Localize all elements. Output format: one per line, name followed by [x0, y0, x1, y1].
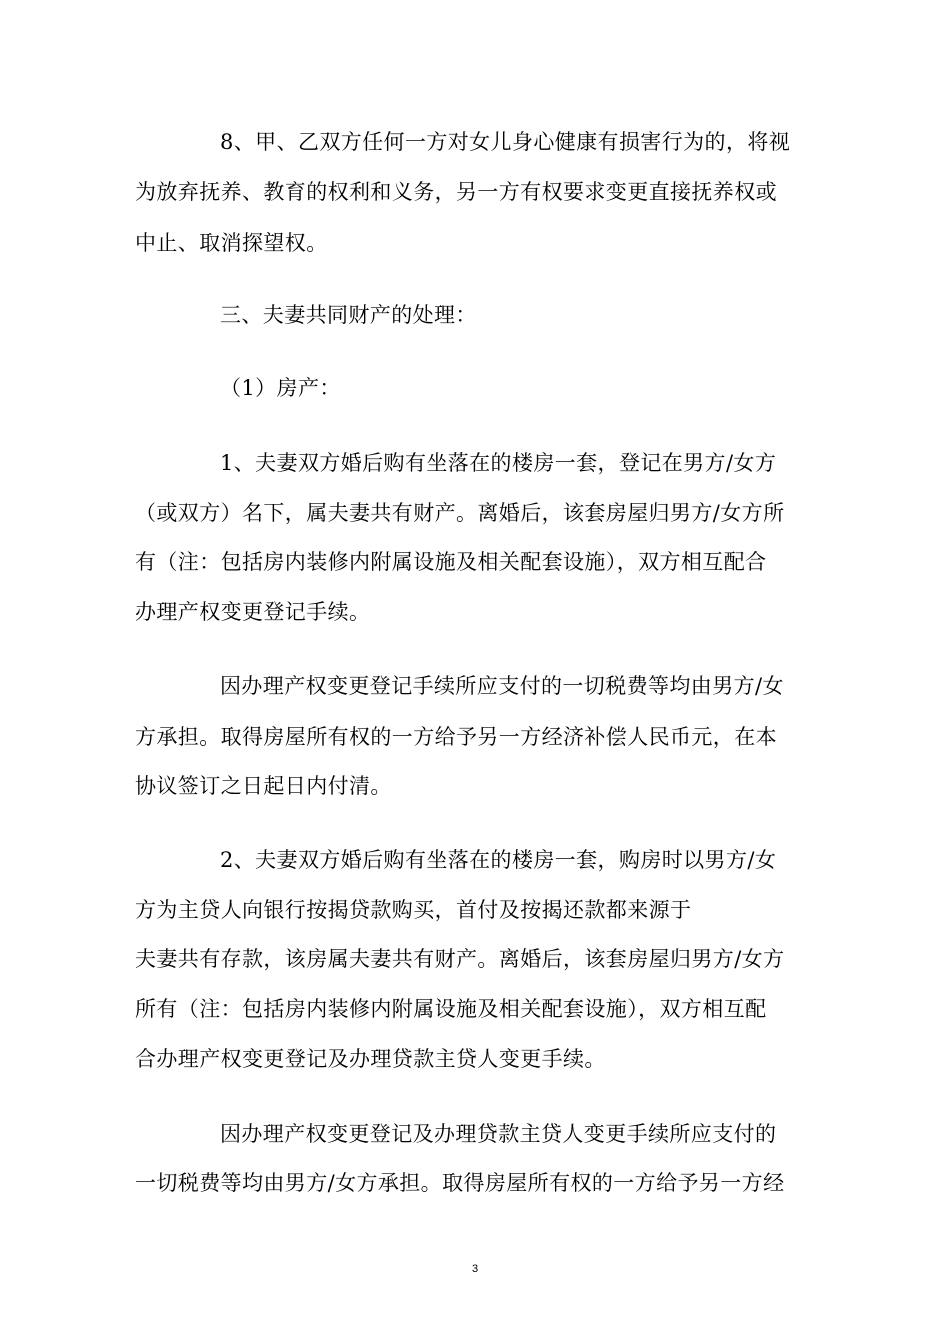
page-number: 3 — [471, 1263, 479, 1275]
text-line: 因办理产权变更登记及办理贷款主贷人变更手续所应支付的 — [220, 1122, 777, 1146]
text-line: 1、夫妻双方婚后购有坐落在的楼房一套，登记在男方/女方 — [220, 451, 777, 475]
text-line: 为放弃抚养、教育的权利和义务，另一方有权要求变更直接抚养权或 — [135, 180, 777, 204]
section-heading: 三、夫妻共同财产的处理： — [220, 303, 477, 327]
text-line: 中止、取消探望权。 — [135, 231, 328, 255]
text-line: 8、甲、乙双方任何一方对女儿身心健康有损害行为的，将视 — [220, 130, 791, 154]
text-line: 所有（注：包括房内装修内附属设施及相关配套设施），双方相互配 — [135, 997, 767, 1021]
text-line: 有（注：包括房内装修内附属设施及相关配套设施），双方相互配合 — [135, 550, 767, 574]
text-line: （或双方）名下，属夫妻共有财产。离婚后，该套房屋归男方/女方所 — [135, 501, 785, 525]
text-line: 夫妻共有存款，该房属夫妻共有财产。离婚后，该套房屋归男方/女方 — [135, 947, 785, 971]
text-line: 合办理产权变更登记及办理贷款主贷人变更手续。 — [135, 1047, 606, 1071]
text-line: 办理产权变更登记手续。 — [135, 600, 371, 624]
text-line: 因办理产权变更登记手续所应支付的一切税费等均由男方/女 — [220, 674, 784, 698]
text-line: 方承担。取得房屋所有权的一方给予另一方经济补偿人民币元，在本 — [135, 725, 777, 749]
text-line: 方为主贷人向银行按揭贷款购买，首付及按揭还款都来源于 — [135, 898, 692, 922]
text-line: 协议签订之日起日内付清。 — [135, 774, 392, 798]
subsection-heading: （1）房产： — [220, 376, 341, 400]
text-line: 一切税费等均由男方/女方承担。取得房屋所有权的一方给予另一方经 — [135, 1171, 785, 1195]
text-line: 2、夫妻双方婚后购有坐落在的楼房一套，购房时以男方/女 — [220, 848, 777, 872]
